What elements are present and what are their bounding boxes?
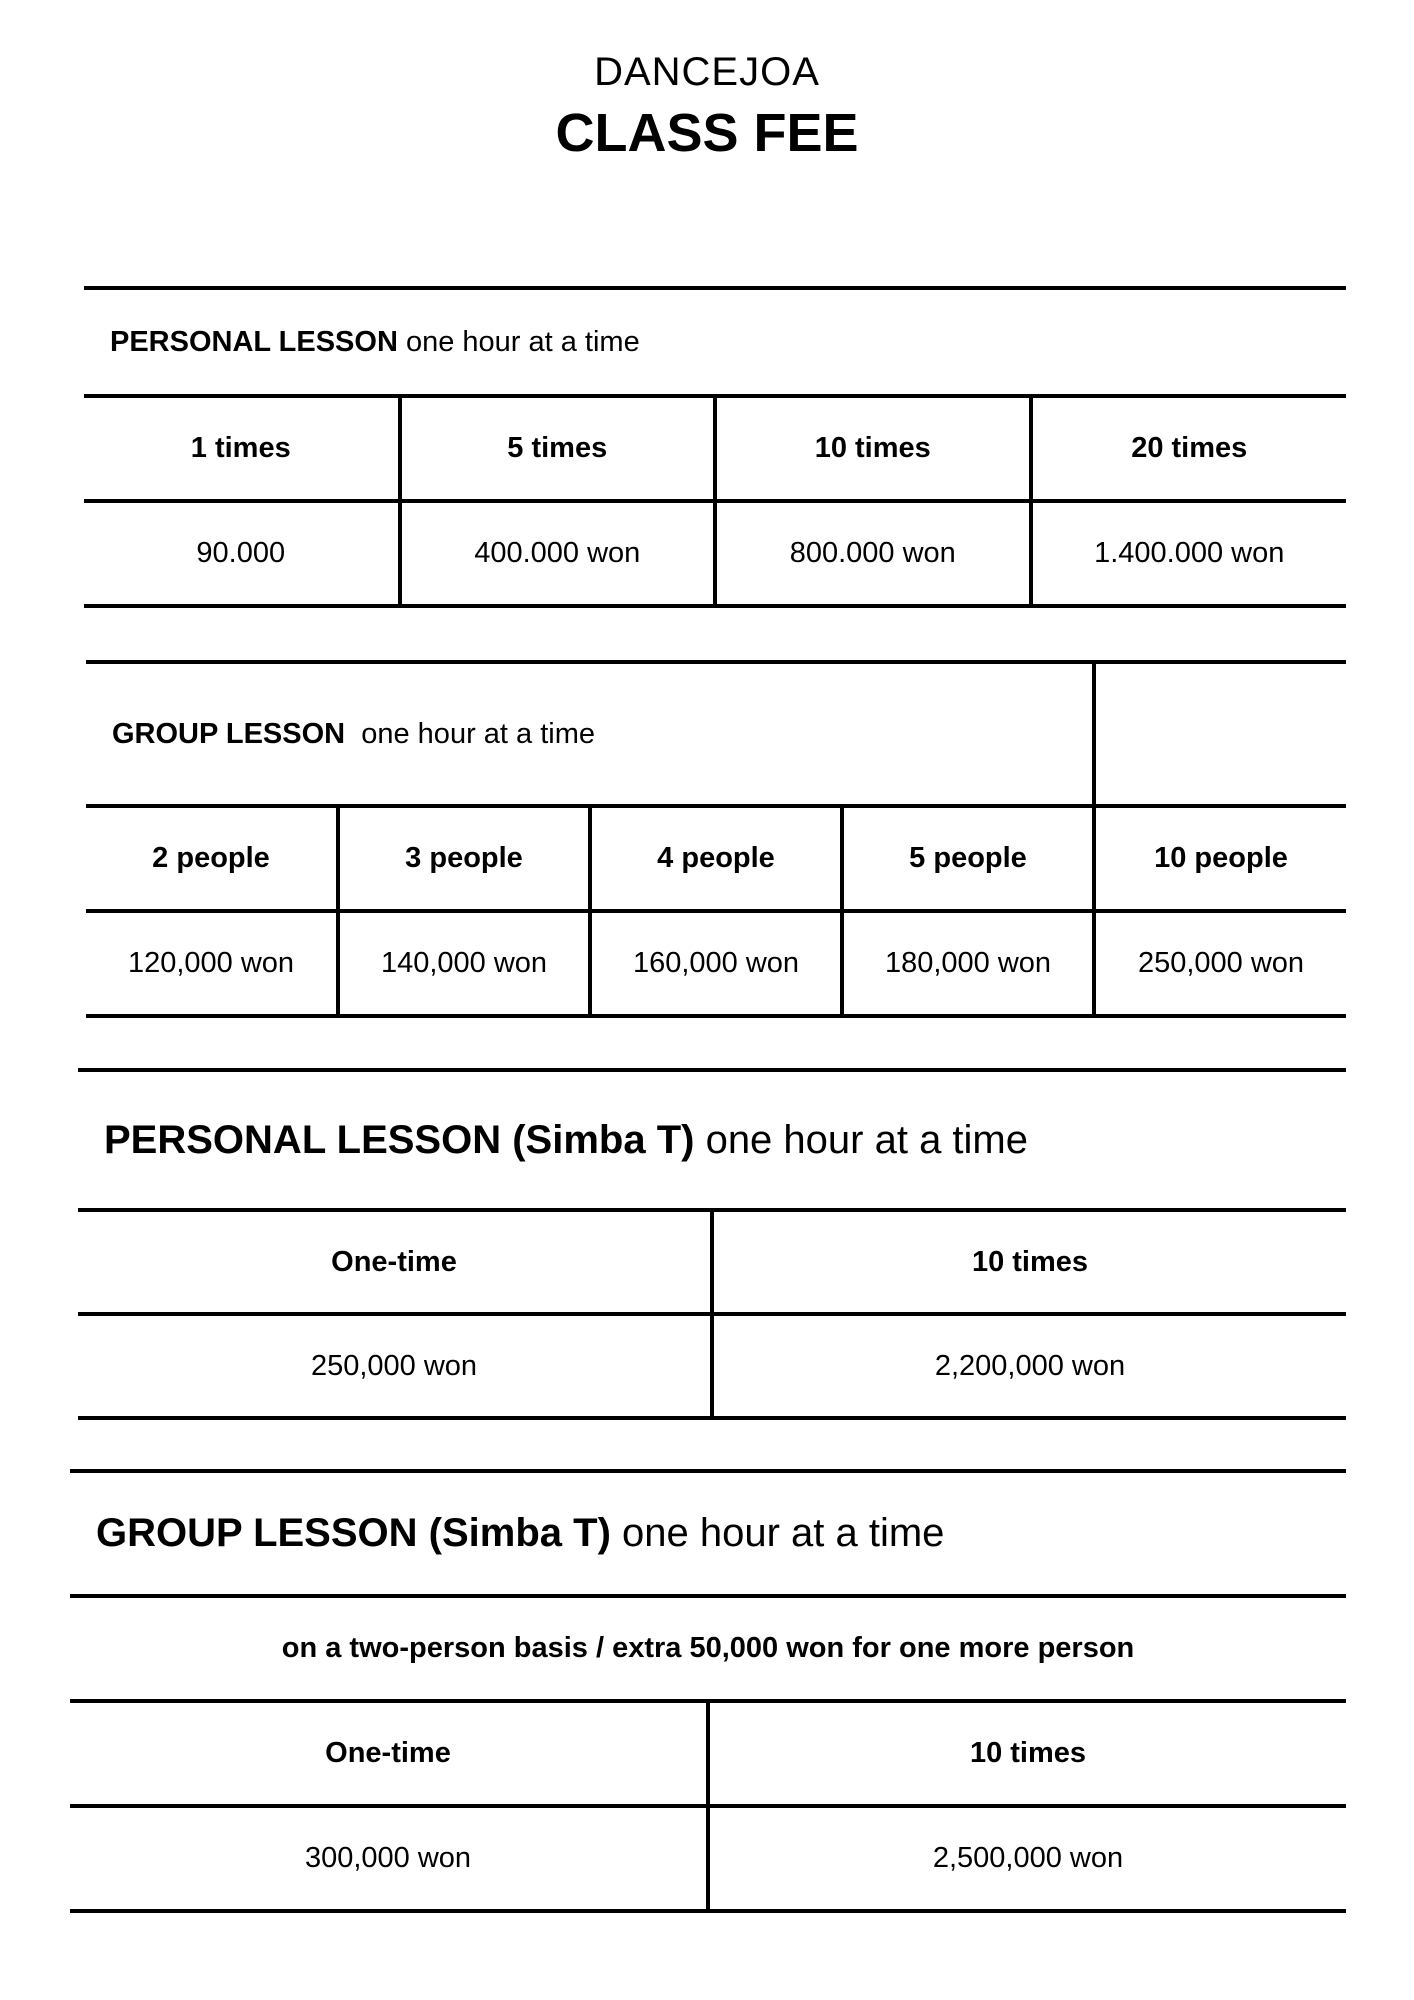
title-bold: PERSONAL LESSON (Simba T) bbox=[104, 1117, 695, 1162]
group-simba-title bbox=[70, 1471, 1346, 1596]
table-note-row bbox=[70, 1596, 1346, 1701]
header-cell: 1 times bbox=[84, 396, 400, 501]
price-cell: 1.400.000 won bbox=[1031, 501, 1347, 606]
header-cell: 10 times bbox=[708, 1701, 1346, 1806]
header-cell: 4 people bbox=[590, 806, 842, 911]
personal-simba-table bbox=[78, 1068, 1346, 1420]
table-title-row bbox=[70, 1471, 1346, 1596]
header-cell: 5 people bbox=[842, 806, 1094, 911]
table-row bbox=[78, 1314, 1346, 1418]
header-cell: 5 times bbox=[400, 396, 716, 501]
pricing-note: on a two-person basis / extra 50,000 won for one more person bbox=[281, 1632, 1135, 1664]
header-cell: 10 times bbox=[715, 396, 1031, 501]
personal-lesson-title bbox=[84, 288, 1346, 396]
header-cell: 2 people bbox=[86, 806, 338, 911]
table-title-row bbox=[84, 288, 1346, 396]
title-rest: one hour at a time bbox=[610, 1511, 945, 1555]
group-lesson-table bbox=[86, 660, 1346, 1018]
price-cell: 2,200,000 won bbox=[712, 1314, 1346, 1418]
personal-simba-title bbox=[78, 1070, 1346, 1210]
table-row bbox=[86, 911, 1346, 1016]
table-header-row bbox=[86, 806, 1346, 911]
header-cell: One-time bbox=[78, 1210, 712, 1314]
price-cell: 120,000 won bbox=[86, 911, 338, 1016]
price-cell: 180,000 won bbox=[842, 911, 1094, 1016]
price-cell: 300,000 won bbox=[70, 1806, 708, 1911]
personal-lesson-table bbox=[84, 286, 1346, 608]
table-row bbox=[84, 501, 1346, 606]
table-title-row bbox=[78, 1070, 1346, 1210]
table-header-row bbox=[84, 396, 1346, 501]
header-cell: 20 times bbox=[1031, 396, 1347, 501]
price-cell: 250,000 won bbox=[78, 1314, 712, 1418]
price-cell: 800.000 won bbox=[715, 501, 1031, 606]
price-cell: 400.000 won bbox=[400, 501, 716, 606]
title-bold: GROUP LESSON (Simba T) bbox=[96, 1511, 611, 1555]
header-cell: One-time bbox=[70, 1701, 708, 1806]
table-title-row bbox=[86, 662, 1346, 806]
page-title: CLASS FEE bbox=[555, 103, 859, 163]
price-cell: 160,000 won bbox=[590, 911, 842, 1016]
group-simba-table bbox=[70, 1469, 1346, 1913]
table-header-row bbox=[70, 1701, 1346, 1806]
table-row bbox=[70, 1806, 1346, 1911]
price-cell: 140,000 won bbox=[338, 911, 590, 1016]
empty-cell bbox=[1094, 662, 1346, 806]
table-header-row bbox=[78, 1210, 1346, 1314]
price-cell: 2,500,000 won bbox=[708, 1806, 1346, 1911]
title-bold: PERSONAL LESSON bbox=[110, 325, 398, 358]
title-bold: GROUP LESSON bbox=[112, 717, 346, 750]
price-cell: 250,000 won bbox=[1094, 911, 1346, 1016]
title-rest: one hour at a time bbox=[345, 717, 595, 750]
title-rest: one hour at a time bbox=[397, 325, 640, 358]
header-cell: 10 times bbox=[712, 1210, 1346, 1314]
group-lesson-title bbox=[86, 662, 1094, 806]
header-cell: 3 people bbox=[338, 806, 590, 911]
title-rest: one hour at a time bbox=[694, 1117, 1028, 1162]
header-cell: 10 people bbox=[1094, 806, 1346, 911]
brand-name: DANCEJOA bbox=[594, 50, 820, 94]
price-cell: 90.000 bbox=[84, 501, 400, 606]
